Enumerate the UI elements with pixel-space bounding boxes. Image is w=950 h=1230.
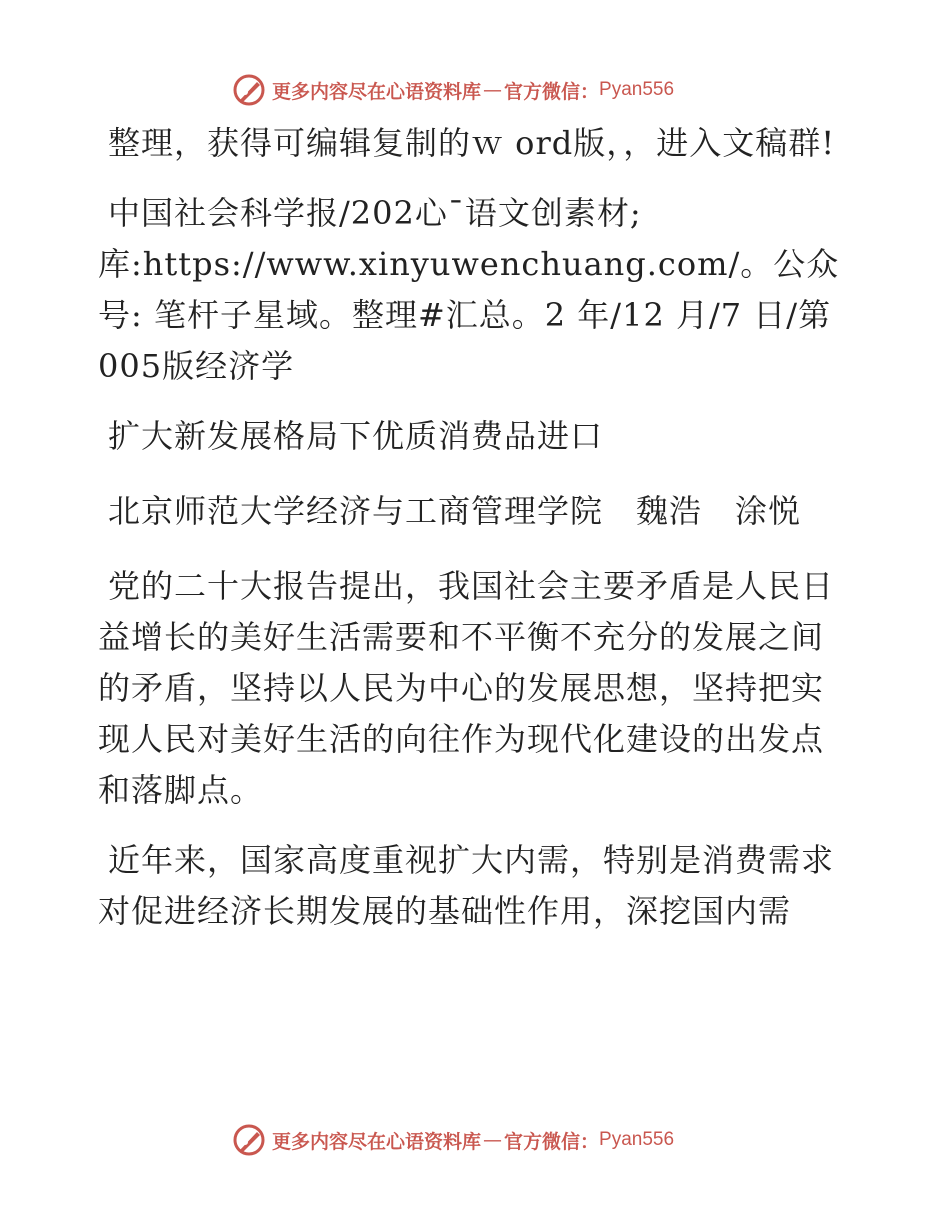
body-paragraph: 党的二十大报告提出，我国社会主要矛盾是人民日益增长的美好生活需要和不平衡不充分的发展之间的矛盾，坚持以人民为中心的发展思想，坚持把实现人民对美好生活的向往作为现代化建设的出发点和落脚点。 xyxy=(98,567,835,809)
banner-text: 更多内容尽在心语资料库 xyxy=(272,1130,482,1153)
banner-separator: — xyxy=(483,79,503,101)
footer-banner xyxy=(232,1120,674,1160)
pen-logo-icon xyxy=(232,73,266,107)
banner-separator: — xyxy=(483,1129,503,1151)
pen-logo-icon xyxy=(232,1123,266,1157)
article-title: 扩大新发展格局下优质消费品进口 xyxy=(108,417,604,455)
article-authors: 北京师范大学经济与工商管理学院 魏浩 涂悦 xyxy=(108,492,802,530)
body-paragraph: 近年来，国家高度重视扩大内需，特别是消费需求对促进经济长期发展的基础性作用，深挖国内需 xyxy=(98,841,835,930)
header-banner xyxy=(232,70,674,110)
banner-wechat-id: Pyan556 xyxy=(599,79,675,100)
banner-text: 更多内容尽在心语资料库 xyxy=(272,80,482,103)
intro-paragraph: 整理，获得可编辑复制的ｗ ord版，，进入文稿群! xyxy=(108,124,836,162)
document-body xyxy=(98,118,850,956)
banner-wechat-id: Pyan556 xyxy=(599,1129,675,1150)
banner-wechat-label: 官方微信： xyxy=(504,1130,600,1153)
source-paragraph: 中国社会科学报/202心¯语文创素材;库:https://www.xinyuwenchuang.com/。公众号: 笔杆子星域。整理#汇总。2 年/12 月/7 日/第 005版经济学 xyxy=(98,194,840,385)
banner-wechat-label: 官方微信： xyxy=(504,80,600,103)
